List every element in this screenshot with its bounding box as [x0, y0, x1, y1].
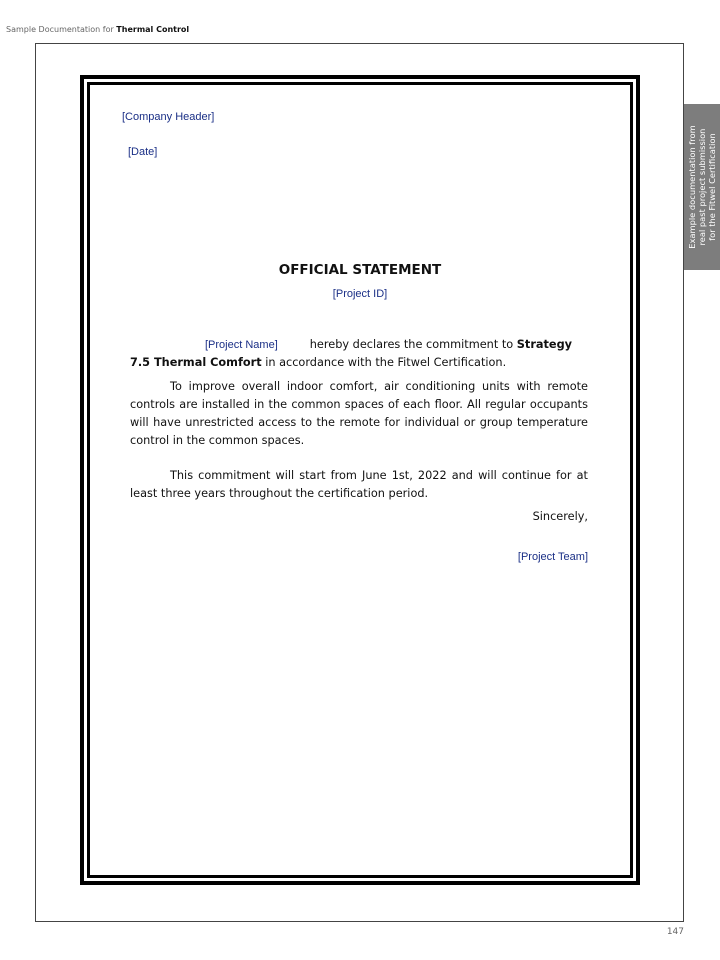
side-tab-line-1: Example documentation from: [687, 125, 697, 249]
running-head-topic: Thermal Control: [116, 25, 190, 34]
date-field: [Date]: [128, 146, 158, 158]
paragraph-commitment: This commitment will start from June 1st, 2022 and will continue for at least three years throughout the certification period.: [130, 469, 588, 500]
running-head-prefix: Sample Documentation for: [6, 25, 117, 34]
declaration-text-a: hereby declares the commitment to: [309, 338, 517, 351]
side-tab-line-2: real past project submission: [697, 128, 707, 246]
page-number: 147: [666, 927, 684, 937]
declaration-text-b: in accordance with the Fitwel Certification.: [261, 356, 507, 369]
paragraph-declaration: [130, 336, 588, 372]
signature-project-team: [Project Team]: [517, 551, 588, 563]
project-id: [Project ID]: [332, 288, 388, 300]
statement-title: OFFICIAL STATEMENT: [278, 262, 442, 278]
running-head: [6, 25, 189, 34]
side-tab: [684, 104, 720, 270]
company-header: [Company Header]: [122, 111, 215, 123]
paragraph-comfort: To improve overall indoor comfort, air conditioning units with remote controls are installed in the common spaces of each floor. All regular occupants will have unrestricted access to the remote for individual or group temperature control in the common spaces.: [130, 380, 588, 447]
side-tab-text: [687, 104, 717, 270]
strategy-name: Strategy 7.5 Thermal Comfort: [130, 338, 573, 369]
project-name: [Project Name]: [205, 339, 278, 351]
side-tab-line-3: for the Fitwel Certification: [707, 133, 717, 241]
closing: Sincerely,: [532, 510, 588, 523]
